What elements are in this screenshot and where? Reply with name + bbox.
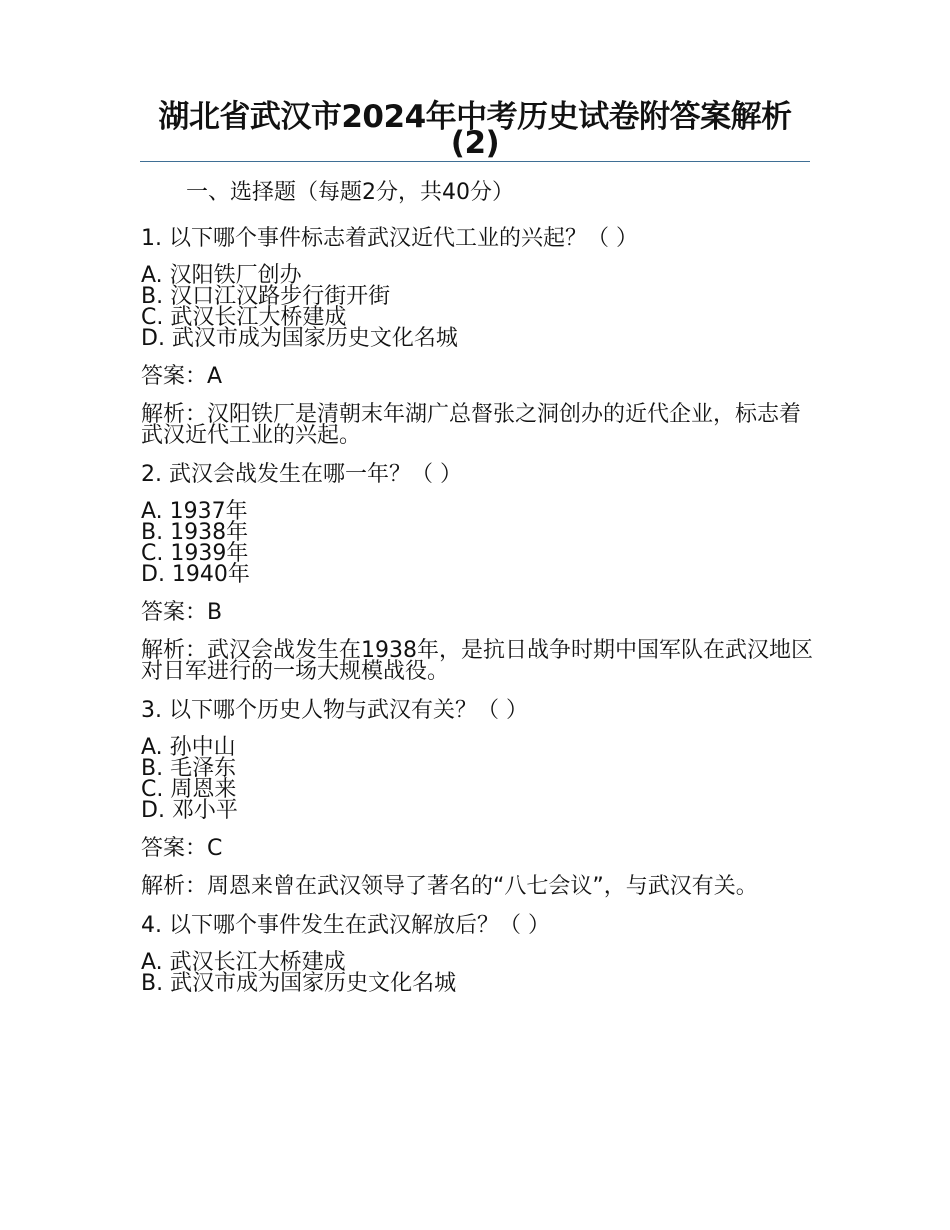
section-heading: 一、选择题（每题2分，共40分） xyxy=(186,180,514,205)
question-list xyxy=(141,224,813,994)
option-list xyxy=(141,501,813,585)
analysis: 解析：汉阳铁厂是清朝末年湖广总督张之洞创办的近代企业，标志着武汉近代工业的兴起。 xyxy=(141,402,802,448)
option-d: D. 邓小平 xyxy=(141,798,238,823)
option-d: D. 武汉市成为国家历史文化名城 xyxy=(141,326,458,351)
option-a: A. 武汉长江大桥建成 xyxy=(141,950,346,975)
option-c: C. 1939年 xyxy=(141,541,249,566)
question-stem: 2. 武汉会战发生在哪一年？（ ） xyxy=(141,462,462,487)
question-stem: 4. 以下哪个事件发生在武汉解放后？（ ） xyxy=(141,913,550,938)
question-3 xyxy=(141,696,813,897)
question-stem: 3. 以下哪个历史人物与武汉有关？（ ） xyxy=(141,698,528,723)
page-title: 湖北省武汉市2024年中考历史试卷附答案解析(2) xyxy=(158,99,792,161)
title-underline xyxy=(140,161,810,162)
option-list xyxy=(141,265,813,349)
option-b: B. 汉口江汉路步行街开街 xyxy=(141,284,391,309)
answer: 答案：A xyxy=(141,364,223,389)
option-b: B. 1938年 xyxy=(141,520,249,545)
question-4 xyxy=(141,911,813,994)
option-list xyxy=(141,737,813,821)
analysis: 解析：周恩来曾在武汉领导了著名的“八七会议”，与武汉有关。 xyxy=(141,874,758,899)
option-a: A. 孙中山 xyxy=(141,735,236,760)
option-c: C. 武汉长江大桥建成 xyxy=(141,305,347,330)
question-1 xyxy=(141,224,813,446)
option-c: C. 周恩来 xyxy=(141,777,237,802)
analysis: 解析：武汉会战发生在1938年，是抗日战争时期中国军队在武汉地区对日军进行的一场大规模战役。 xyxy=(141,638,813,684)
option-a: A. 汉阳铁厂创办 xyxy=(141,263,302,288)
answer: 答案：B xyxy=(141,600,223,625)
option-a: A. 1937年 xyxy=(141,499,248,524)
question-2 xyxy=(141,460,813,682)
option-b: B. 毛泽东 xyxy=(141,756,237,781)
question-stem: 1. 以下哪个事件标志着武汉近代工业的兴起？（ ） xyxy=(141,226,638,251)
option-d: D. 1940年 xyxy=(141,562,250,587)
answer: 答案：C xyxy=(141,836,223,861)
option-list xyxy=(141,952,813,994)
option-b: B. 武汉市成为国家历史文化名城 xyxy=(141,971,457,996)
